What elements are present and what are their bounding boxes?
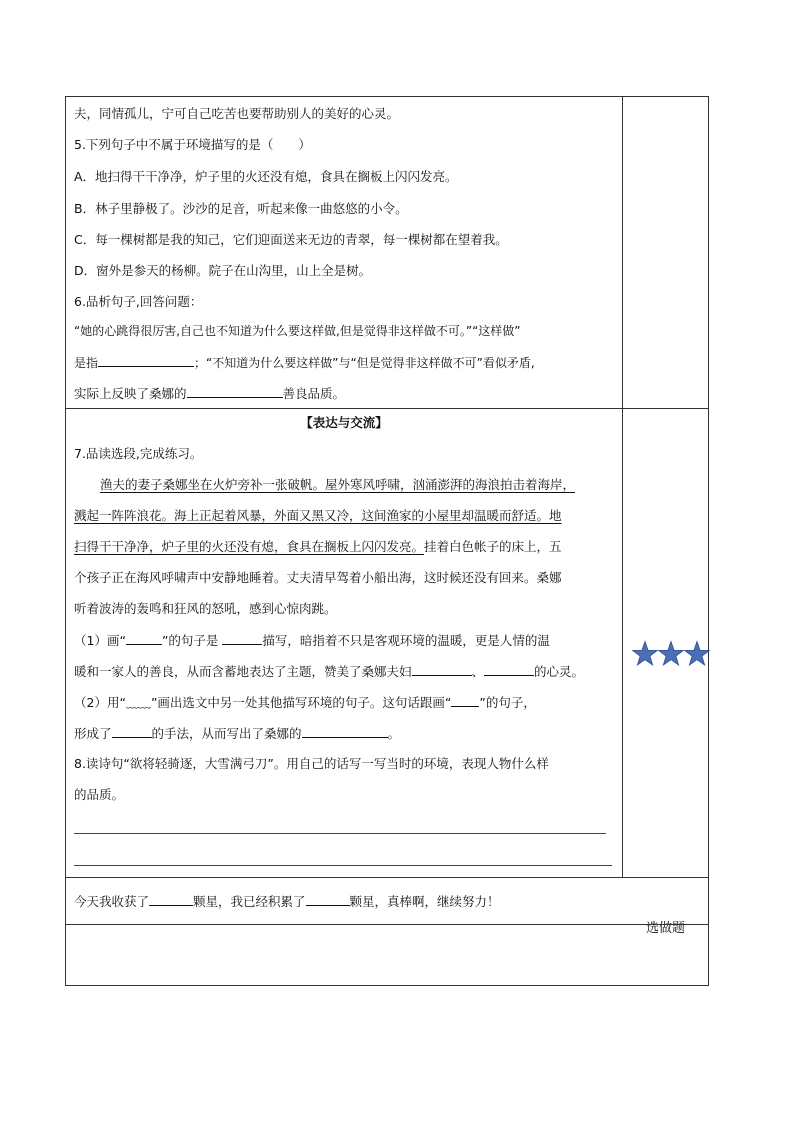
q7-1-line2-suffix: 的心灵。 — [534, 664, 585, 679]
q5-stem: 5.下列句子中不属于环境描写的是（ ） — [74, 137, 311, 152]
passage-line-5: 听着波涛的轰鸣和狂风的怒吼，感到心惊肉跳。 — [74, 601, 337, 616]
intro-line: 夫，同情孤儿，宁可自己吃苦也要帮助别人的美好的心灵。 — [74, 106, 400, 121]
q7-2-mid: ”画出选文中另一处其他描写环境的句子。这句话跟画“ — [150, 695, 452, 710]
q7-1-mid: ”的句子是 — [161, 633, 223, 648]
answer-blank — [126, 632, 162, 645]
q5-option-b: B．林子里静极了。沙沙的足音，听起来像一曲悠悠的小令。 — [74, 201, 408, 216]
side-cell-empty — [623, 97, 708, 408]
q7-1-suffix: 描写，暗指着不只是客观环境的温暖，更是人情的温 — [262, 633, 550, 648]
q7-1-line2-sep: 、 — [471, 664, 485, 679]
stars-tally-a: 今天我收获了 — [74, 894, 150, 909]
writing-line[interactable] — [74, 865, 612, 866]
q7-1-prefix: （1）画“ — [74, 633, 126, 648]
difficulty-stars — [632, 640, 712, 668]
answer-blank[interactable] — [112, 725, 152, 738]
q7-2-suffix: ”的句子， — [479, 695, 536, 710]
q7-2-line1 — [74, 694, 616, 711]
q5-option-c: C．每一棵树都是我的知己，它们迎面送来无边的青翠，每一棵树都在望着我。 — [74, 232, 508, 247]
answer-blank[interactable] — [484, 663, 534, 676]
q8-line1: 8.读诗句“欲将轻骑逐，大雪满弓刀”。用自己的话写一写当时的环境，表现人物什么样 — [74, 756, 549, 771]
q7-1-line1 — [74, 632, 616, 649]
passage-line-3 — [74, 539, 616, 555]
optional-label: 选做题 — [645, 921, 685, 936]
expression-cell — [66, 409, 623, 877]
passage-line-1: 渔夫的妻子桑娜坐在火炉旁补一张破帆。屋外寒风呼啸，汹涌澎湃的海浪拍击着海岸， — [100, 477, 576, 492]
q5-option-a: A．地扫得干干净净，炉子里的火还没有熄，食具在搁板上闪闪发亮。 — [74, 169, 458, 184]
q6-line2-prefix: 是指 — [74, 356, 99, 370]
answer-blank — [451, 694, 479, 707]
answer-blank[interactable] — [222, 632, 262, 645]
star-icon — [633, 642, 658, 666]
answer-blank[interactable] — [149, 893, 193, 906]
answer-blank[interactable] — [302, 725, 388, 738]
q6-line2 — [74, 354, 616, 371]
q8-line2: 的品质。 — [74, 787, 125, 802]
section-heading: 【表达与交流】 — [300, 415, 388, 430]
q6-line3 — [74, 385, 616, 402]
answer-blank[interactable] — [187, 385, 283, 398]
q7-2-line2-mid: 的手法，从而写出了桑娜的 — [151, 726, 302, 741]
q7-2-line2 — [74, 725, 616, 742]
passage-line-3-underlined: 扫得干干净净，炉子里的火还没有熄，食具在搁板上闪闪发亮。 — [74, 539, 425, 554]
star-icon — [685, 642, 710, 666]
answer-blank[interactable] — [98, 354, 194, 367]
q6-line3-suffix: 善良品质。 — [282, 386, 346, 401]
q7-2-prefix: （2）用“ — [74, 695, 126, 710]
passage-line-2: 溅起一阵阵浪花。海上正起着风暴，外面又黑又冷，这间渔家的小屋里却温暖而舒适。地 — [74, 508, 562, 523]
questions-row — [65, 96, 709, 409]
q5-option-d: D．窗外是参天的杨柳。院子在山沟里，山上全是树。 — [74, 263, 372, 278]
q6-stem: 6.品析句子,回答问题： — [74, 294, 203, 309]
q7-2-line2-prefix: 形成了 — [74, 726, 112, 741]
empty-row — [65, 924, 709, 986]
answer-blank[interactable] — [306, 893, 350, 906]
stars-tally — [74, 893, 702, 910]
wavy-mark: ﹏﹏ — [125, 695, 151, 710]
stars-tally-b: 颗星，我已经积累了 — [193, 894, 306, 909]
writing-line[interactable] — [74, 833, 606, 834]
q6-quote: “她的心跳得很厉害,自己也不知道为什么要这样做,但是觉得非这样做不可。”“这样做” — [74, 324, 521, 338]
q7-1-line2-prefix: 暖和一家人的善良，从而含蓄地表达了主题，赞美了桑娜夫妇 — [74, 664, 412, 679]
q6-line3-prefix: 实际上反映了桑娜的 — [74, 386, 187, 401]
q7-stem: 7.品读选段,完成练习。 — [74, 446, 203, 461]
q7-2-line2-end: 。 — [387, 726, 401, 741]
q7-1-line2 — [74, 663, 616, 680]
stars-row — [65, 877, 709, 925]
questions-cell — [66, 97, 623, 408]
star-icon — [659, 642, 684, 666]
stars-tally-c: 颗星，真棒啊，继续努力！ — [349, 894, 500, 909]
answer-blank[interactable] — [412, 663, 472, 676]
passage-line-4: 个孩子正在海风呼啸声中安静地睡着。丈夫清早驾着小船出海，这时候还没有回来。桑娜 — [74, 570, 562, 585]
worksheet-table — [65, 96, 709, 986]
q6-line2-suffix: ；“不知道为什么要这样做”与“但是觉得非这样做不可”看似矛盾, — [194, 356, 535, 370]
passage-line-3-rest: 挂着白色帐子的床上，五 — [424, 539, 562, 554]
